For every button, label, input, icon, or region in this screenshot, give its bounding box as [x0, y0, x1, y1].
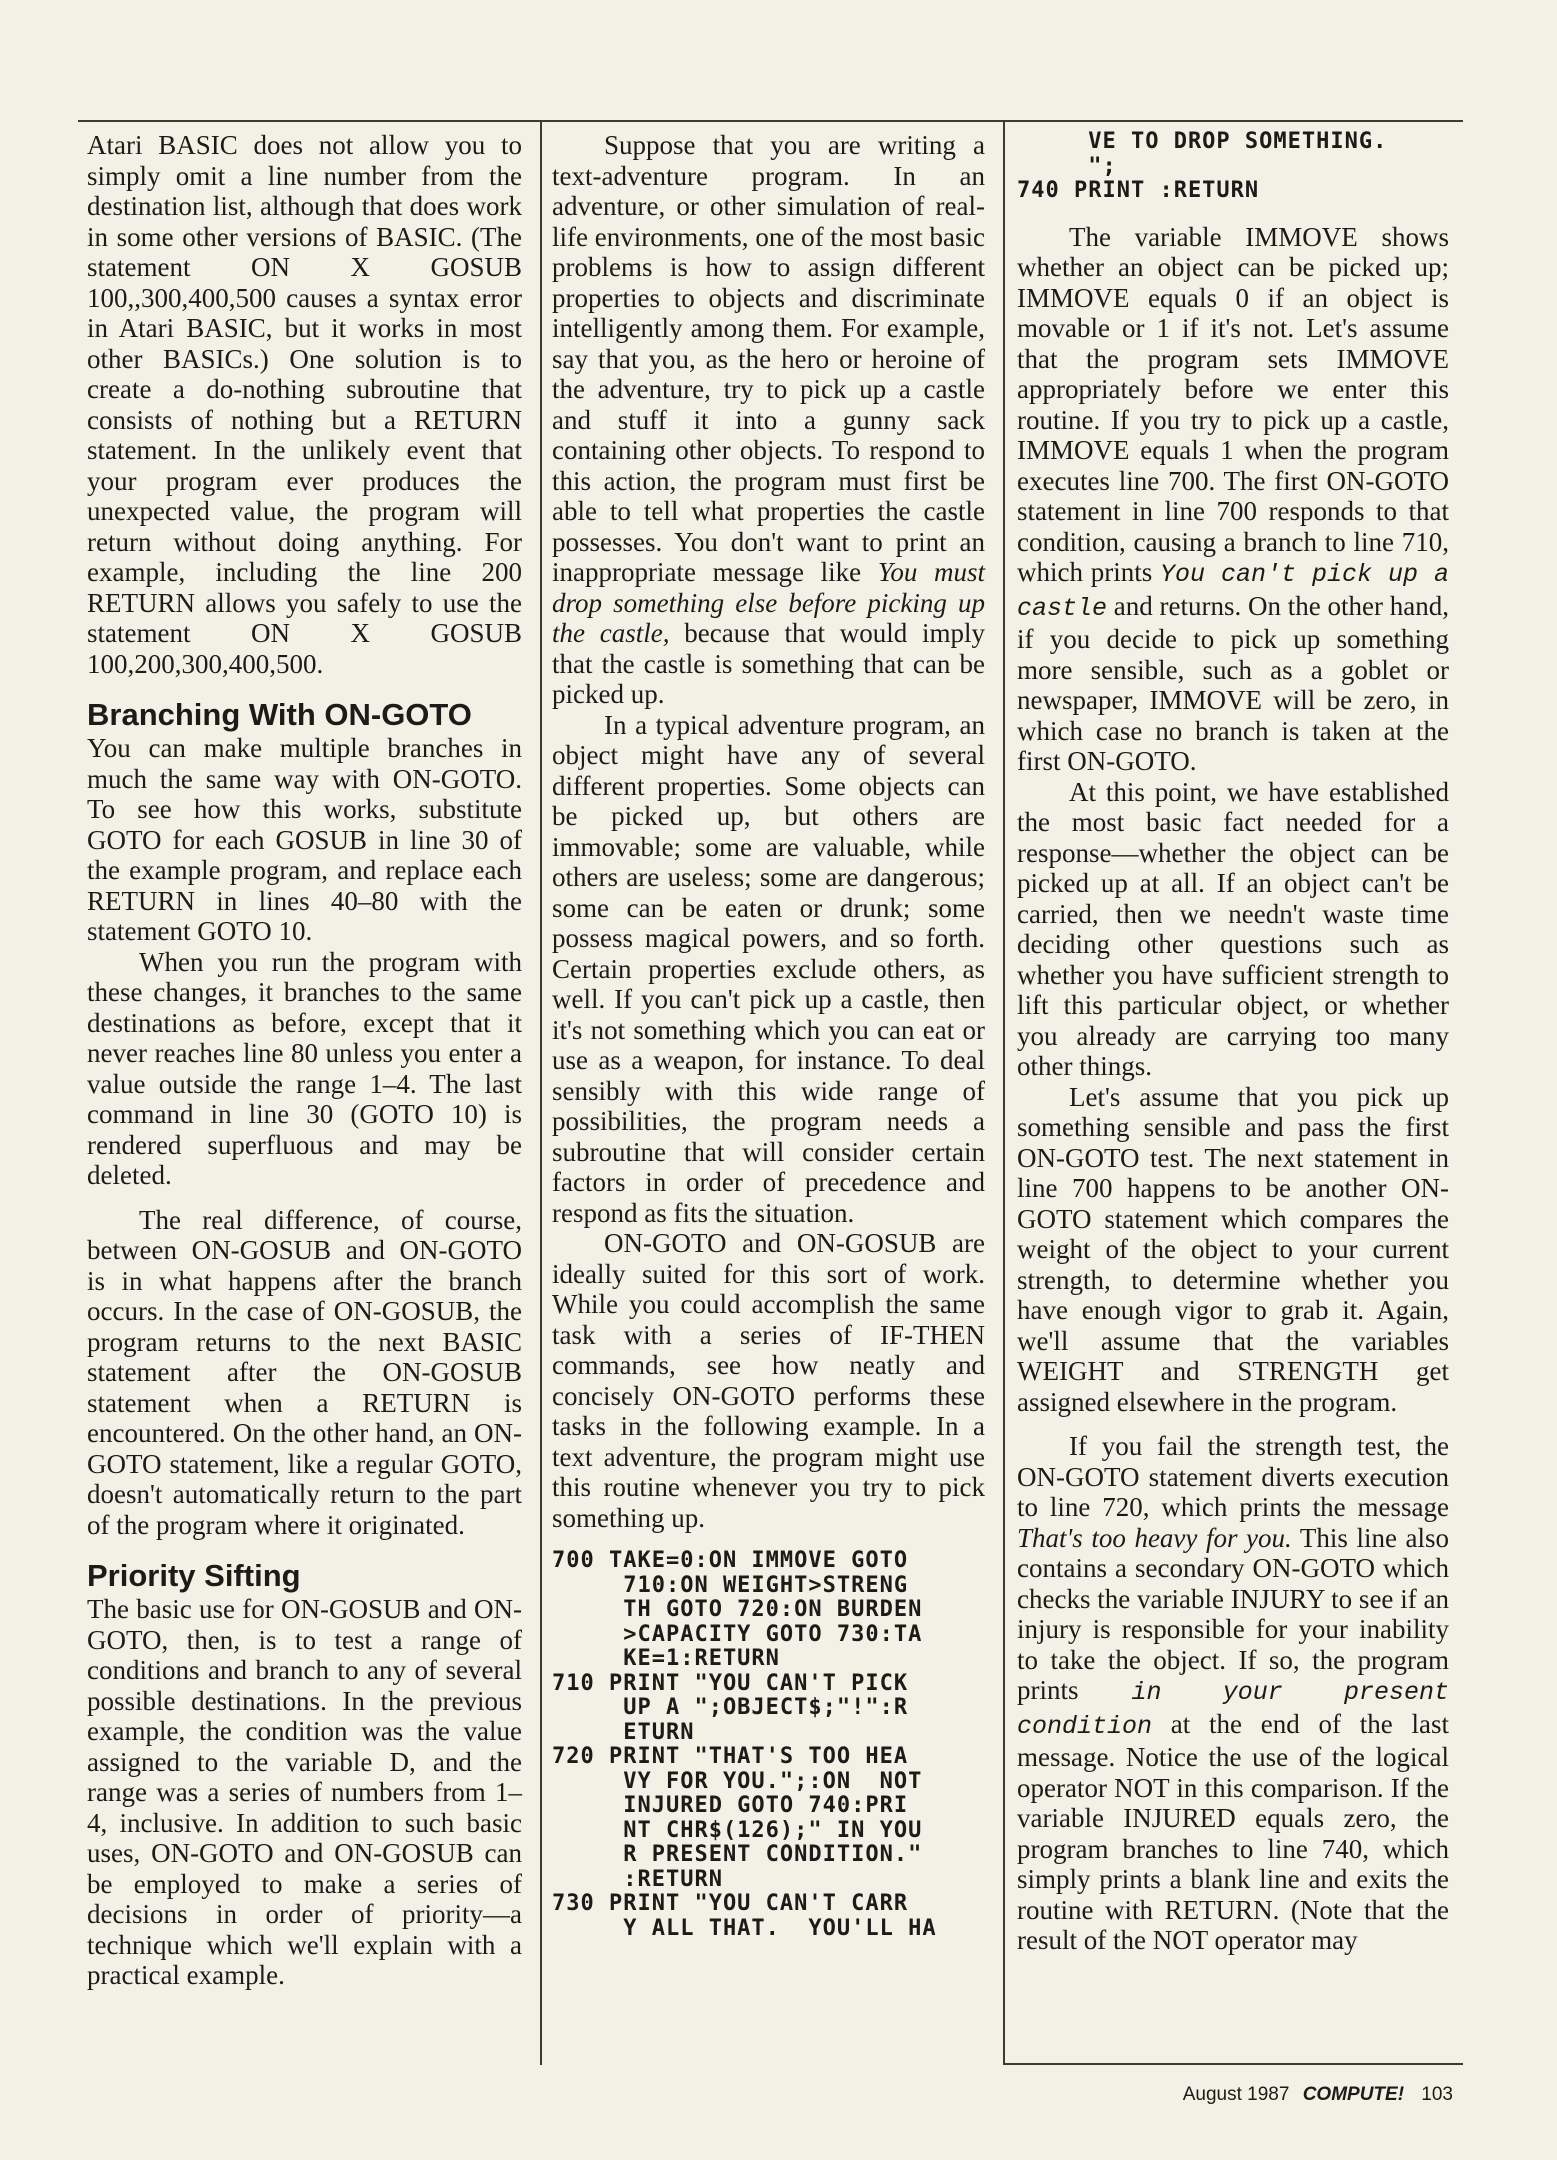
section-heading-branching: Branching With ON-GOTO: [87, 697, 472, 732]
program-output-text: in your present condition: [1017, 1678, 1449, 1741]
italic-text: That's too heavy for you.: [1017, 1522, 1292, 1553]
magazine-name: COMPUTE!: [1302, 2084, 1405, 2105]
top-rule: [78, 120, 1463, 122]
column-divider-1: [540, 120, 542, 2065]
column-2: [552, 130, 985, 1941]
text-run: because that would imply that the castle is something that can be picked up.: [552, 618, 985, 709]
paragraph: [552, 130, 985, 710]
code-listing-continued: VE TO DROP SOMETHING. "; 740 PRINT :RETURN: [1017, 129, 1388, 203]
italic-text: You must drop something else before picking up the castle,: [552, 557, 985, 648]
paragraph: The basic use for ON-GOSUB and ON-GOTO, then, is to test a range of conditions and branch to any of several possible destinations. In the previous example, the condition was the value assigned to the variable D, and the range was a series of numbers from 1–4, inclusive. In addition to such basic uses, ON-GOTO and ON-GOSUB can be employed to make a series of decisions in order of priority—a technique which we'll explain with a practical example.: [87, 1594, 522, 1990]
issue-date: August 1987: [1182, 2084, 1290, 2105]
paragraph: The real difference, of course, between ON-GOSUB and ON-GOTO is in what happens after the branch occurs. In the case of ON-GOSUB, the program returns to the next BASIC statement after the ON-GOSUB statement when a RETURN is encountered. On the other hand, an ON-GOTO statement, like a regular GOTO, doesn't automatically return to the part of the program where it originated.: [87, 1204, 522, 1540]
paragraph: You can make multiple branches in much the same way with ON-GOTO. To see how this works, substitute GOTO for each GOSUB in line 30 of the example program, and replace each RETURN in lines 40–80 with the statement GOTO 10.: [87, 733, 522, 946]
section-heading-priority: Priority Sifting: [87, 1558, 301, 1593]
paragraph: In a typical adventure program, an object might have any of several different properties. Some objects can be picked up, but others are immovable; some are valuable, while others are useless; some are dangerous; some can be eaten or drunk; some possess magical powers, and so forth. Certain properties exclude others, as well. If you can't pick up a castle, then it's not something which you can eat or use as a weapon, for instance. To deal sensibly with this wide range of possibilities, the program needs a subroutine that will consider certain factors in order of precedence and respond as fits the situation.: [552, 709, 985, 1228]
page-number: 103: [1421, 2084, 1453, 2105]
code-listing: 700 TAKE=0:ON IMMOVE GOTO 710:ON WEIGHT>STRENG TH GOTO 720:ON BURDEN >CAPACITY GOTO 730:TA KE=1:RETURN 710 PRINT "YOU CAN'T PICK UP A ";OBJECT$;"!":R ETURN 720 PRINT "THAT'S TOO HEA VY FOR YOU.";:ON NOT INJURED GOTO 740:PRI NT CHR$(126);" IN YOU R PRESENT CONDITION." :RETURN 730 PRINT "YOU CAN'T CARR Y ALL THAT. YOU'LL HA: [552, 1548, 937, 1941]
paragraph: At this point, we have established the most basic fact needed for a response—whether the object can be picked up at all. If an object can't be carried, then we needn't waste time deciding other questions such as whether you have sufficient strength to lift this particular object, or whether you already are carrying too many other things.: [1017, 776, 1449, 1081]
paragraph: ON-GOTO and ON-GOSUB are ideally suited for this sort of work. While you could accomplish the same task with a series of IF-THEN commands, see how neatly and concisely ON-GOTO performs these tasks in the following example. In a text adventure, the program might use this routine whenever you try to pick something up.: [552, 1228, 985, 1533]
paragraph: When you run the program with these changes, it branches to the same destinations as before, except that it never reaches line 80 unless you enter a value outside the range 1–4. The last command in line 30 (GOTO 10) is rendered superfluous and may be deleted.: [87, 946, 522, 1190]
text-run: and returns. On the other hand, if you decide to pick up something more sensible, such as a goblet or newspaper, IMMOVE will be zero, in which case no branch is taken at the first ON-GOTO.: [1017, 590, 1449, 776]
column-3: [1017, 130, 1449, 1956]
column-divider-2: [1003, 120, 1005, 2065]
text-run: This line also contains a secondary ON-GOTO which checks the variable INJURY to see if an injury is responsible for your inability to take the object. If so, the program prints: [1017, 1522, 1449, 1705]
text-run: If you fail the strength test, the ON-GOTO statement diverts execution to line 720, which prints the message: [1017, 1431, 1449, 1522]
paragraph: [1017, 222, 1449, 777]
paragraph: Let's assume that you pick up something sensible and pass the first ON-GOTO test. The next statement in line 700 happens to be another ON-GOTO statement which compares the weight of the object to your current strength, to determine whether you have enough vigor to grab it. Again, we'll assume that the variables WEIGHT and STRENGTH get assigned elsewhere in the program.: [1017, 1081, 1449, 1417]
paragraph: Atari BASIC does not allow you to simply omit a line number from the destination list, although that does work in some other versions of BASIC. (The statement ON X GOSUB 100,,300,400,500 causes a syntax error in Atari BASIC, but it works in most other BASICs.) One solution is to create a do-nothing subroutine that consists of nothing but a RETURN statement. In the unlikely event that your program ever produces the unexpected value, the program will return without doing anything. For example, including the line 200 RETURN allows you safely to use the statement ON X GOSUB 100,200,300,400,500.: [87, 130, 522, 679]
column-1: [87, 130, 522, 1991]
page-footer: [1183, 2084, 1453, 2106]
text-run: at the end of the last message. Notice the use of the logical operator NOT in this comparison. If the variable INJURED equals zero, the program branches to line 740, which simply prints a blank line and exits the routine with RETURN. (Note that the result of the NOT operator may: [1017, 1708, 1449, 1955]
bottom-rule: [1003, 2063, 1463, 2065]
program-output-text: You can't pick up a castle: [1017, 560, 1449, 623]
text-run: The variable IMMOVE shows whether an object can be picked up; IMMOVE equals 0 if an object is movable or 1 if it's not. Let's assume that the program sets IMMOVE appropriately before we enter this routine. If you try to pick up a castle, IMMOVE equals 1 when the program executes line 700. The first ON-GOTO statement in line 700 responds to that condition, causing a branch to line 710, which prints: [1017, 221, 1449, 587]
paragraph: [1017, 1431, 1449, 1956]
text-run: Suppose that you are writing a text-adventure program. In an adventure, or other simulation of real-life environments, one of the most basic problems is how to assign different properties to objects and discriminate intelligently among them. For example, say that you, as the hero or heroine of the adventure, try to pick up a castle and stuff it into a gunny sack containing other objects. To respond to this action, the program must first be able to tell what properties the castle possesses. You don't want to print an inappropriate message like: [552, 130, 985, 587]
